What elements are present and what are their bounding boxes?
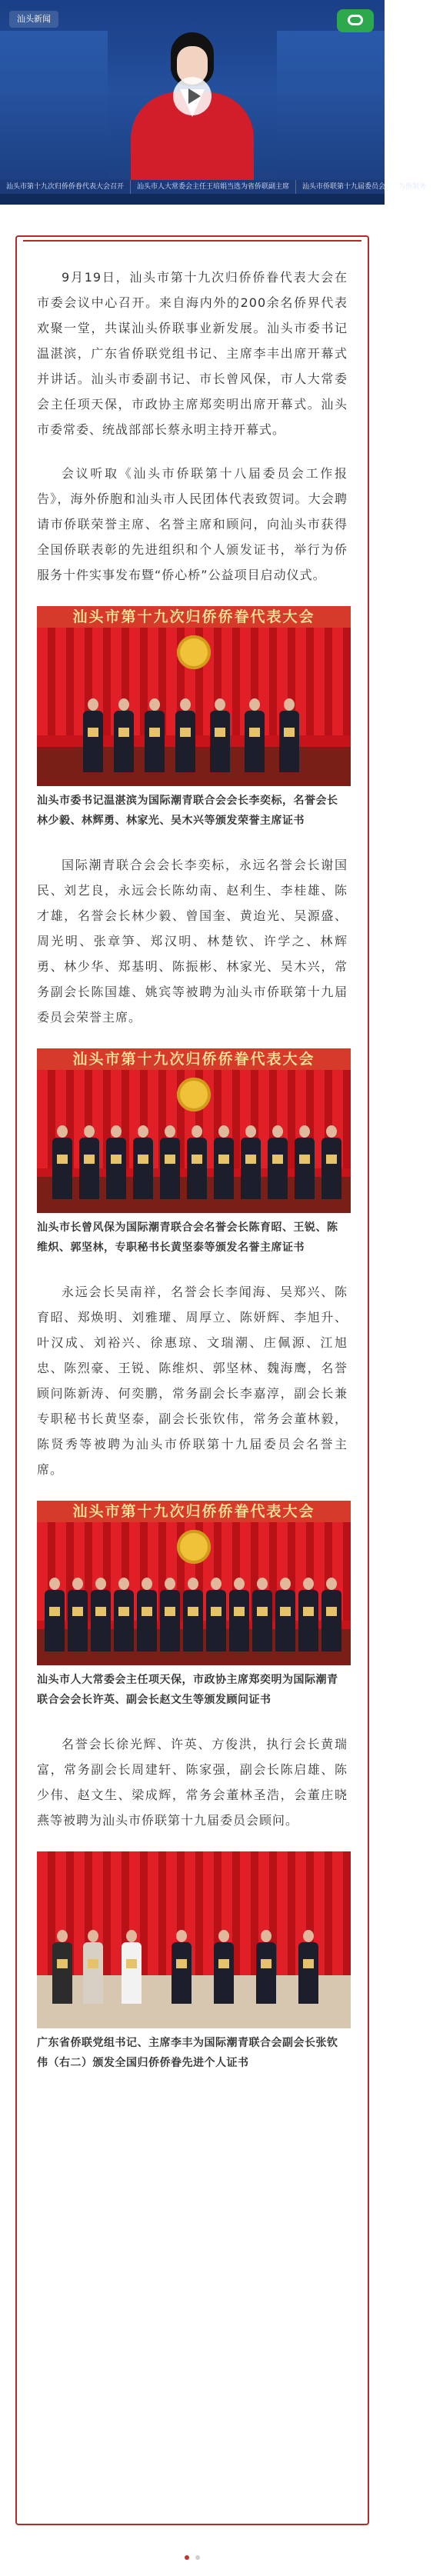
article-paragraph: 永远会长吴南祥，名誉会长李闻海、吴郑兴、陈育昭、郑焕明、刘雅瓘、周厚立、陈妍辉、李旭升、叶汉成、刘裕兴、徐惠琼、文瑞潮、庄佩源、江旭忠、陈烈豪、王锐、陈维炽、郭坚林、魏海鹰，名誉顾问陈新涛、何奕鹏，常务副会长李嘉淳，副会长兼专职秘书长黄坚泰，副会长张钦伟，常务会董林毅，陈贤秀等被聘为汕头市侨联第十九届委员会名誉主席。 (37, 1285, 348, 1477)
article-paragraph: 国际潮青联合会会长李奕标，永远名誉会长谢国民、刘艺良，永远会长陈幼南、赵利生、李桂雄、陈才雄，名誉会长林少毅、曾国奎、黄迨光、吴源盛、周光明、张章笋、郑汉明、林楚钦、许学之、林辉勇、林少华、郑基明、陈振彬、林家光、吴木兴，常务副会长陈国雄、姚宾等被聘为汕头市侨联第十九届委员会荣誉主席。 (37, 858, 348, 1025)
frame-top-rule (23, 240, 361, 248)
channel-logo: 汕头新闻 (9, 11, 58, 28)
page-dot[interactable] (195, 2555, 200, 2560)
page-dot-active[interactable] (185, 2555, 189, 2560)
photo-caption: 广东省侨联党组书记、主席李丰为国际潮青联合会副会长张钦伟（右二）颁发全国归侨侨眷先进个人证书 (37, 2037, 338, 2069)
event-photo[interactable] (37, 606, 351, 786)
article-paragraph: 名誉会长徐光辉、许英、方俊洪，执行会长黄瑞富，常务副会长周建轩、陈家强，副会长陈启雄、陈少伟、赵文生、梁成辉，常务会董林圣浩，会董庄晓燕等被聘为汕头市侨联第十九届委员会顾问。 (37, 1737, 348, 1828)
photo-banner-text: 汕头市第十九次归侨侨眷代表大会 (37, 606, 351, 628)
emblem-icon (177, 1078, 211, 1111)
event-photo[interactable] (37, 1851, 351, 2028)
event-photo[interactable] (37, 1501, 351, 1665)
news-ticker (0, 180, 427, 194)
ticker-item: 汕头市侨联第十九届委员会 (296, 180, 392, 194)
ticker-item: 为侨服务 (392, 180, 433, 194)
ticker-item: 汕头市人大常委会主任王培娟当选为省侨联副主席 (131, 180, 296, 194)
photo-banner-text: 汕头市第十九次归侨侨眷代表大会 (37, 1048, 351, 1070)
photo-caption: 汕头市委书记温湛滨为国际潮青联合会会长李奕标，名誉会长林少毅、林辉勇、林家光、吴木兴等颁发荣誉主席证书 (37, 795, 338, 827)
pagination-dots[interactable] (0, 2555, 385, 2563)
emblem-icon (177, 1530, 211, 1564)
video-player[interactable] (0, 0, 427, 205)
photo-caption: 汕头市长曾风保为国际潮青联合会名誉会长陈育昭、王锐、陈维炽、郭坚林，专职秘书长黄坚泰等颁发名誉主席证书 (37, 1221, 338, 1254)
play-icon[interactable] (173, 77, 212, 115)
ticker-item: 汕头市第十九次归侨侨眷代表大会召开 (0, 180, 131, 194)
studio-backdrop-right (277, 31, 385, 177)
photo-caption: 汕头市人大常委会主任项天保，市政协主席郑奕明为国际潮青联合会会长许英、副会长赵文生等颁发顾问证书 (37, 1674, 338, 1706)
article-paragraph: 会议听取《汕头市侨联第十八届委员会工作报告》，海外侨胞和汕头市人民团体代表致贺词。大会聘请市侨联荣誉主席、名誉主席和顾问，向汕头市获得全国侨联表彰的先进组织和个人颁发证书，举行为侨服务十件实事发布暨“侨心桥”公益项目启动仪式。 (37, 466, 348, 582)
emblem-icon (177, 635, 211, 669)
event-photo[interactable] (37, 1048, 351, 1213)
channel-badge-icon (337, 9, 374, 32)
ticker-bar-lower (0, 194, 385, 205)
article-paragraph: 9月19日，汕头市第十九次归侨侨眷代表大会在市委会议中心召开。来自海内外的200余名侨界代表欢聚一堂，共谋汕头侨联事业新发展。汕头市委书记温湛滨，广东省侨联党组书记、主席李丰出席开幕式并讲话。汕头市委副书记、市长曾风保，市人大常委会主任项天保，市政协主席郑奕明出席开幕式。汕头市委常委、统战部部长蔡永明主持开幕式。 (37, 270, 348, 437)
photo-banner-text: 汕头市第十九次归侨侨眷代表大会 (37, 1501, 351, 1522)
studio-backdrop-left (0, 31, 108, 177)
article-frame (15, 235, 369, 2525)
